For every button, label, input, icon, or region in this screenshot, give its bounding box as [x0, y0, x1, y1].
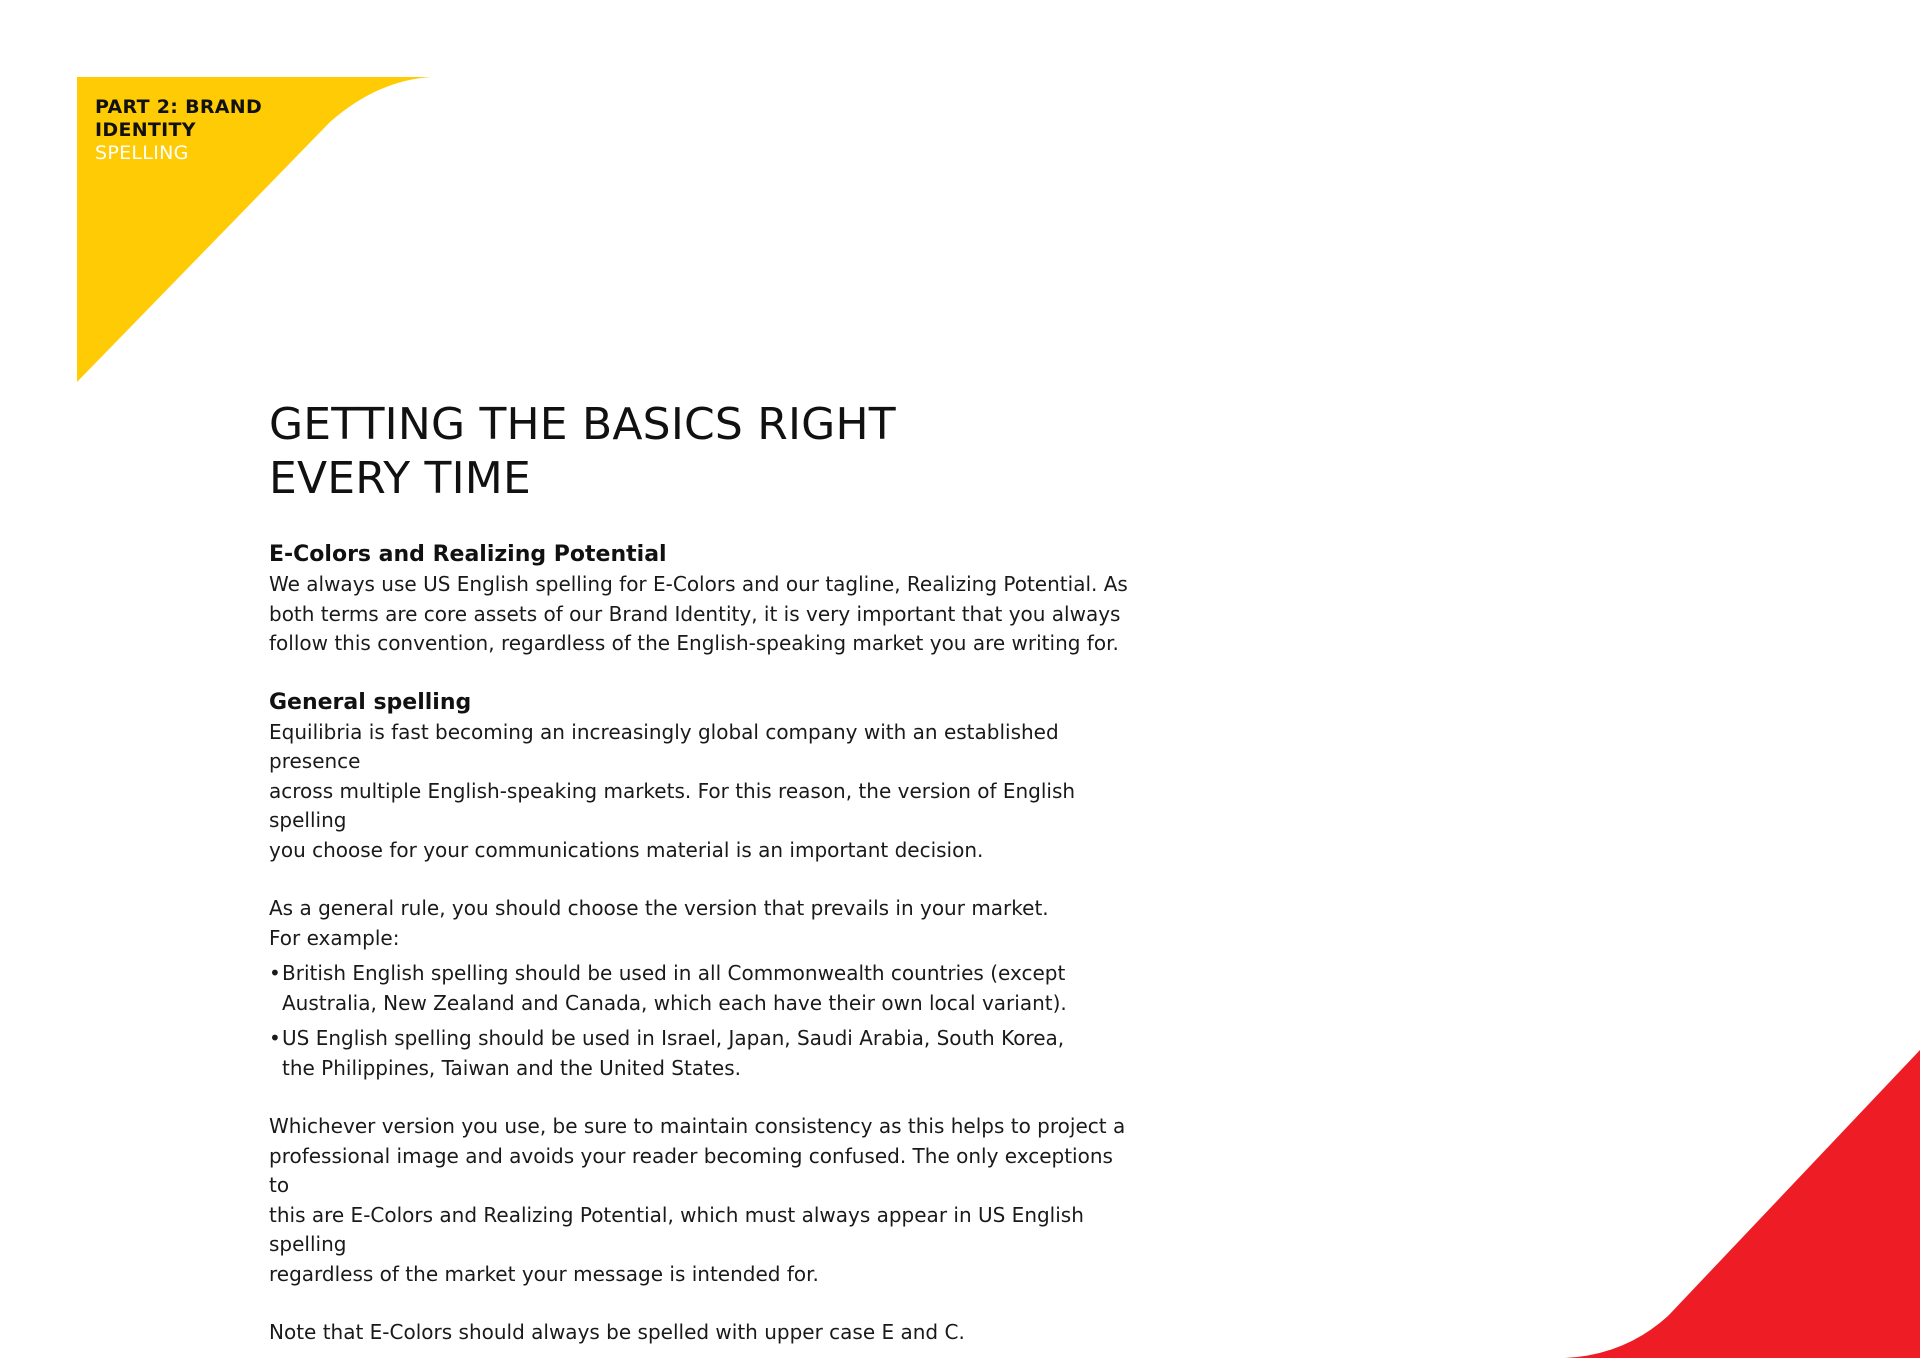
paragraph-line: across multiple English-speaking markets. For this reason, the version of English spelling: [269, 778, 1076, 832]
paragraph-note: Note that E-Colors should always be spelled with upper case E and C.: [269, 1320, 965, 1344]
page-title-line1: GETTING THE BASICS RIGHT: [269, 399, 896, 450]
page-title: [269, 398, 1129, 506]
paragraph-line: Equilibria is fast becoming an increasingly global company with an established presence: [269, 719, 1059, 773]
main-content: [269, 398, 1129, 1348]
section-header: [95, 96, 262, 165]
section-heading-general-spelling: General spelling: [269, 689, 472, 715]
paragraph-line: We always use US English spelling for E-Colors and our tagline, Realizing Potential. As: [269, 572, 1128, 596]
paragraph-consistency: [269, 1112, 1129, 1289]
bullet-line: Australia, New Zealand and Canada, which each have their own local variant).: [282, 990, 1067, 1015]
part-label-line1: PART 2: BRAND: [95, 96, 263, 118]
bullet-marker: •: [269, 1026, 281, 1050]
page-title-line2: EVERY TIME: [269, 453, 531, 504]
bullet-item-us: [269, 1024, 1129, 1083]
paragraph-line: Whichever version you use, be sure to maintain consistency as this helps to project a: [269, 1114, 1126, 1138]
bullet-line: US English spelling should be used in Israel, Japan, Saudi Arabia, South Korea,: [282, 1026, 1065, 1050]
paragraph-line: you choose for your communications material is an important decision.: [269, 837, 984, 862]
paragraph-general-spelling: [269, 718, 1129, 866]
paragraph-line: regardless of the market your message is intended for.: [269, 1261, 819, 1286]
section-label: SPELLING: [95, 142, 189, 164]
bullet-item-british: [269, 959, 1129, 1018]
part-label-line2: IDENTITY: [95, 119, 196, 141]
paragraph-line: this are E-Colors and Realizing Potential, which must always appear in US English spelling: [269, 1202, 1084, 1256]
paragraph-line: As a general rule, you should choose the version that prevails in your market.: [269, 896, 1049, 920]
paragraph-line: both terms are core assets of our Brand Identity, it is very important that you always: [269, 601, 1121, 626]
bullet-line: British English spelling should be used in all Commonwealth countries (except: [282, 961, 1066, 985]
red-corner-shape: [1565, 1050, 1920, 1358]
paragraph-line: follow this convention, regardless of the English-speaking market you are writing for.: [269, 631, 1119, 655]
bullet-marker: •: [269, 961, 281, 985]
paragraph-line: For example:: [269, 925, 400, 950]
paragraph-general-rule: [269, 894, 1129, 953]
paragraph-ecolors: [269, 570, 1129, 659]
section-heading-ecolors: E-Colors and Realizing Potential: [269, 542, 667, 567]
bullet-line: the Philippines, Taiwan and the United States.: [282, 1055, 741, 1080]
paragraph-line: professional image and avoids your reader becoming confused. The only exceptions to: [269, 1143, 1113, 1197]
